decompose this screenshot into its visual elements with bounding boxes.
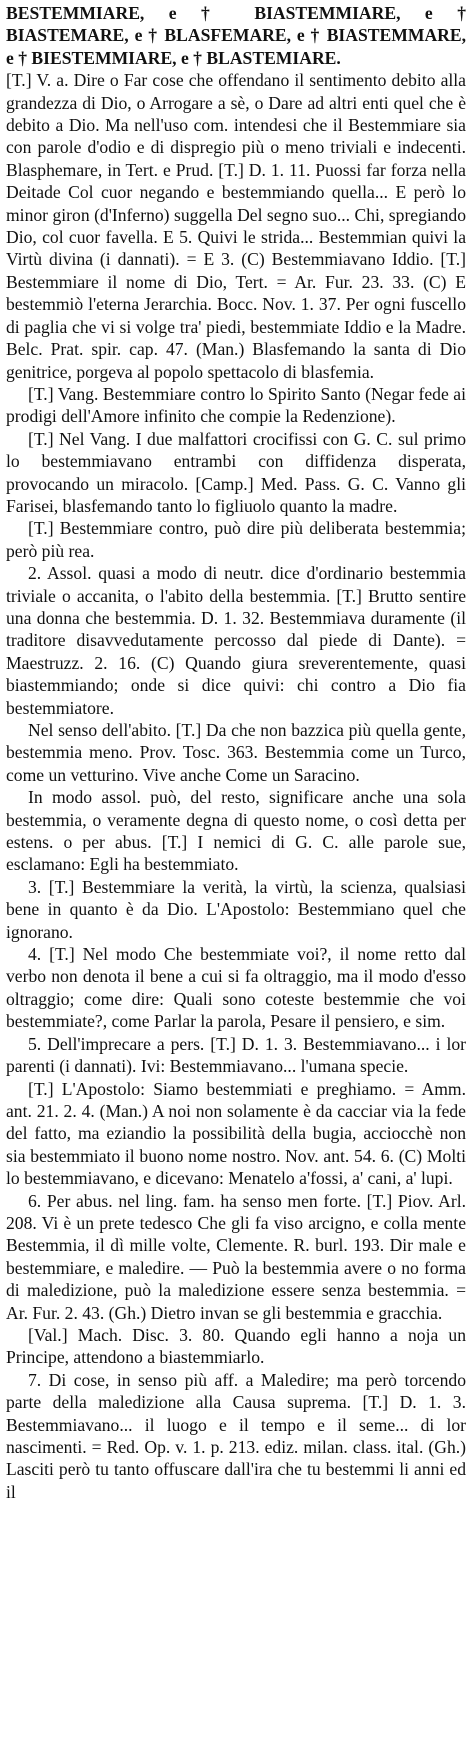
entry-sense-2: 2. Assol. quasi a modo di neutr. dice d'ordinario bestemmia triviale o accanita, o l'abito della bestemmia. [T.] Brutto sentire una donna che bestemmia. D. 1. 32. Bestemmiava duramente (il traditore disavvedutamente percosso dal piede di Dante). = Maestruzz. 2. 16. (C) Quando giura sreverentemente, quasi biastemmiando; onde si dice quivi: chi contro a Dio fia bestemmiatore. <box>6 563 466 718</box>
entry-sense-5: 5. Dell'imprecare a pers. [T.] D. 1. 3. Bestemmiavano... i lor parenti (i dannati). Ivi: Bestemmiavano... l'umana specie. <box>6 1033 466 1077</box>
entry-paragraph: [T.] L'Apostolo: Siamo bestemmiati e preghiamo. = Amm. ant. 21. 2. 4. (Man.) A noi non solamente è da cacciar via la fede del fatto, ma eziandio la possibilità della bugia, acciocchè non sia bestemmiato il buono nome nostro. Nov. ant. 54. 6. (C) Molti lo bestemmiavano, e dicevano: Menatelo a'fossi, a' cani, a' lupi. <box>6 1078 466 1189</box>
entry-headword: BESTEMMIARE, e † BIASTEMMIARE, e † BIASTEMARE, e † BLASFEMARE, e † BIASTEMMARE, e † BIESTEMMIARE, e † BLASTEMIARE. <box>6 3 466 68</box>
entry-paragraph: [Val.] Mach. Disc. 3. 80. Quando egli hanno a noja un Principe, attendono a biastemmiarlo. <box>6 1324 466 1368</box>
entry-sense-7: 7. Di cose, in senso più aff. a Maledire; ma però torcendo parte della maledizione alla Causa suprema. [T.] D. 1. 3. Bestemmiavano... il luogo e il tempo e il seme... di lor nascimenti. = Red. Op. v. 1. p. 213. ediz. milan. class. ital. (Gh.) Lasciti però tu tanto offuscare dall'ira che tu bestemmi li anni ed il <box>6 1369 466 1502</box>
entry-paragraph: [T.] Nel Vang. I due malfattori crocifissi con G. C. sul primo lo bestemmiavano entrambi con diffidenza disperata, provocando un miracolo. [Camp.] Med. Pass. G. C. Vanno gli Farisei, blasfemando tanto lo figliuolo quanto la madre. <box>6 428 466 516</box>
entry-paragraph: In modo assol. può, del resto, significare anche una sola bestemmia, o veramente degna di questo nome, o così detta per estens. o per abus. [T.] I nemici di G. C. alle parole sue, esclamano: Egli ha bestemmiato. <box>6 787 466 875</box>
entry-sense-3: 3. [T.] Bestemmiare la verità, la virtù, la scienza, qualsiasi bene in quanto è da Dio. L'Apostolo: Bestemmiano quel che ignorano. <box>6 876 466 942</box>
entry-sense-4: 4. [T.] Nel modo Che bestemmiate voi?, il nome retto dal verbo non denota il bene a cui si fa oltraggio, ma il modo d'esso oltraggio; come dire: Quali sono coteste bestemmie che voi bestemmiate?, come Parlar la parola, Pesare il pensiero, e sim. <box>6 944 466 1032</box>
entry-paragraph: [T.] Vang. Bestemmiare contro lo Spirito Santo (Negar fede ai prodigi dell'Amore infinito che compie la Redenzione). <box>6 383 466 427</box>
entry-sense-6: 6. Per abus. nel ling. fam. ha senso men forte. [T.] Piov. Arl. 208. Vi è un prete tedesco Che gli fa viso arcigno, e colla mente Bestemmia, il dì mille volte, Clemente. R. burl. 193. Dir male e bestemmiare, e maledire. — Può la bestemmia avere o no forma di maledizione, può la maledizione essere senza bestemmia. = Ar. Fur. 2. 43. (Gh.) Dietro invan se gli bestemmia e gracchia. <box>6 1190 466 1323</box>
entry-paragraph: Nel senso dell'abito. [T.] Da che non bazzica più quella gente, bestemmia meno. Prov. Tosc. 363. Bestemmia come un Turco, come un vetturino. Vive anche Come un Saracino. <box>6 720 466 785</box>
entry-definition: [T.] V. a. Dire o Far cose che offendano il sentimento debito alla grandezza di Dio, o Arrogare a sè, o Dare ad altri enti quel che è debito a Dio. Ma nell'uso com. intendesi che il Bestemmiare sia con parole d'odio e di dispregio più o meno triviali e indecenti. Blasphemare, in Tert. e Prud. [T.] D. 1. 11. Puossi far forza nella Deitade Col cuor negando e bestemmiando quella... E però lo minor giron (d'Inferno) suggella Del segno suo... Chi, spregiando Dio, col cuor favella. E 5. Quivi le strida... Bestemmian quivi la Virtù divina (i dannati). = E 3. (C) Bestemmiavano Iddio. [T.] Bestemmiare il nome di Dio, Tert. = Ar. Fur. 23. 33. (C) E bestemmiò l'eterna Jerarchia. Bocc. Nov. 1. 37. Per ogni fuscello di paglia che vi si volge tra' piedi, bestemmiate Iddio e la Madre. Belc. Prat. spir. cap. 47. (Man.) Blasfemando la santa di Dio genitrice, porgeva al popolo spettacolo di blasfemia. <box>6 70 466 382</box>
entry-paragraph: [T.] Bestemmiare contro, può dire più deliberata bestemmia; però più rea. <box>6 518 466 561</box>
